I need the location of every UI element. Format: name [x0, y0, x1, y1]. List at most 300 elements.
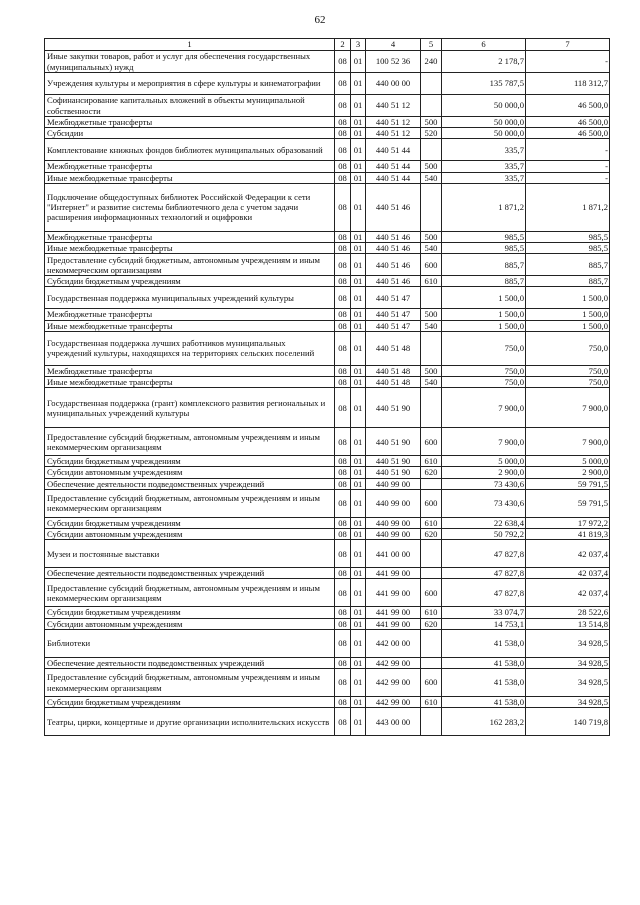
amount-year2-cell: - — [526, 172, 610, 183]
amount-year2-cell: 34 928,5 — [526, 669, 610, 697]
row-name-cell: Субсидии — [45, 128, 335, 139]
target-article-cell: 440 51 12 — [366, 117, 421, 128]
subsection-code-cell: 01 — [351, 287, 366, 309]
section-code-cell: 08 — [335, 172, 351, 183]
table-row — [45, 117, 610, 128]
amount-year2-cell: 34 928,5 — [526, 697, 610, 708]
amount-year2-cell: 46 500,0 — [526, 117, 610, 128]
row-name-cell: Государственная поддержка муниципальных учреждений культуры — [45, 287, 335, 309]
section-code-cell: 08 — [335, 139, 351, 161]
table-row — [45, 128, 610, 139]
expense-type-cell: 600 — [421, 254, 442, 276]
section-code-cell: 08 — [335, 489, 351, 517]
target-article-cell: 440 99 00 — [366, 478, 421, 489]
row-name-cell: Субсидии бюджетным учреждениям — [45, 607, 335, 618]
subsection-code-cell: 01 — [351, 428, 366, 456]
amount-year1-cell: 47 827,8 — [442, 579, 526, 607]
target-article-cell: 440 51 90 — [366, 456, 421, 467]
target-article-cell: 440 51 47 — [366, 320, 421, 331]
table-row — [45, 161, 610, 172]
row-name-cell: Государственная поддержка лучших работников муниципальных учреждений культуры, находящихся на территориях сельских поселений — [45, 331, 335, 365]
amount-year2-cell: 13 514,8 — [526, 618, 610, 629]
expense-type-cell — [421, 139, 442, 161]
target-article-cell: 440 51 46 — [366, 254, 421, 276]
subsection-code-cell: 01 — [351, 183, 366, 231]
amount-year2-cell: 42 037,4 — [526, 579, 610, 607]
target-article-cell: 100 52 36 — [366, 51, 421, 73]
subsection-code-cell: 01 — [351, 708, 366, 736]
target-article-cell: 440 51 90 — [366, 467, 421, 478]
amount-year1-cell: 985,5 — [442, 243, 526, 254]
target-article-cell: 441 99 00 — [366, 618, 421, 629]
amount-year1-cell: 73 430,6 — [442, 489, 526, 517]
table-row — [45, 568, 610, 579]
target-article-cell: 440 51 44 — [366, 161, 421, 172]
section-code-cell: 08 — [335, 529, 351, 540]
amount-year1-cell: 41 538,0 — [442, 669, 526, 697]
amount-year2-cell: 885,7 — [526, 276, 610, 287]
row-name-cell: Межбюджетные трансферты — [45, 117, 335, 128]
row-name-cell: Иные межбюджетные трансферты — [45, 172, 335, 183]
table-row — [45, 183, 610, 231]
amount-year2-cell: 7 900,0 — [526, 428, 610, 456]
row-name-cell: Софинансирование капитальных вложений в объекты муниципальной собственности — [45, 95, 335, 117]
header-cell: 5 — [421, 39, 442, 51]
row-name-cell: Подключение общедоступных библиотек Российской Федерации к сети "Интернет" и развитие системы библиотечного дела с учетом задачи расширения информационных технологий и оцифровки — [45, 183, 335, 231]
target-article-cell: 440 51 46 — [366, 183, 421, 231]
row-name-cell: Музеи и постоянные выставки — [45, 540, 335, 568]
subsection-code-cell: 01 — [351, 320, 366, 331]
expense-type-cell — [421, 95, 442, 117]
amount-year1-cell: 47 827,8 — [442, 568, 526, 579]
subsection-code-cell: 01 — [351, 489, 366, 517]
expense-type-cell: 600 — [421, 579, 442, 607]
table-row — [45, 697, 610, 708]
amount-year1-cell: 750,0 — [442, 377, 526, 388]
amount-year1-cell: 750,0 — [442, 365, 526, 376]
expense-type-cell: 620 — [421, 467, 442, 478]
row-name-cell: Межбюджетные трансферты — [45, 161, 335, 172]
row-name-cell: Субсидии автономным учреждениям — [45, 529, 335, 540]
expense-type-cell: 540 — [421, 243, 442, 254]
table-row — [45, 517, 610, 528]
expense-type-cell: 540 — [421, 172, 442, 183]
expense-type-cell — [421, 388, 442, 428]
amount-year1-cell: 41 538,0 — [442, 657, 526, 668]
table-row — [45, 618, 610, 629]
table-row — [45, 73, 610, 95]
subsection-code-cell: 01 — [351, 161, 366, 172]
row-name-cell: Межбюджетные трансферты — [45, 309, 335, 320]
amount-year2-cell: 750,0 — [526, 365, 610, 376]
amount-year2-cell: 46 500,0 — [526, 128, 610, 139]
table-row — [45, 95, 610, 117]
expense-type-cell — [421, 629, 442, 657]
subsection-code-cell: 01 — [351, 243, 366, 254]
table-row — [45, 579, 610, 607]
target-article-cell: 442 00 00 — [366, 629, 421, 657]
table-row — [45, 243, 610, 254]
amount-year1-cell: 2 178,7 — [442, 51, 526, 73]
amount-year2-cell: - — [526, 139, 610, 161]
table-row — [45, 540, 610, 568]
amount-year2-cell: 34 928,5 — [526, 657, 610, 668]
row-name-cell: Иные межбюджетные трансферты — [45, 243, 335, 254]
amount-year2-cell: 59 791,5 — [526, 489, 610, 517]
expense-type-cell: 500 — [421, 365, 442, 376]
row-name-cell: Субсидии бюджетным учреждениям — [45, 517, 335, 528]
amount-year2-cell: 34 928,5 — [526, 629, 610, 657]
expense-type-cell: 620 — [421, 529, 442, 540]
section-code-cell: 08 — [335, 579, 351, 607]
amount-year1-cell: 335,7 — [442, 139, 526, 161]
subsection-code-cell: 01 — [351, 309, 366, 320]
section-code-cell: 08 — [335, 517, 351, 528]
amount-year1-cell: 5 000,0 — [442, 456, 526, 467]
section-code-cell: 08 — [335, 467, 351, 478]
amount-year1-cell: 1 500,0 — [442, 287, 526, 309]
subsection-code-cell: 01 — [351, 365, 366, 376]
target-article-cell: 442 99 00 — [366, 669, 421, 697]
section-code-cell: 08 — [335, 629, 351, 657]
amount-year1-cell: 73 430,6 — [442, 478, 526, 489]
amount-year1-cell: 1 871,2 — [442, 183, 526, 231]
header-cell: 3 — [351, 39, 366, 51]
target-article-cell: 440 00 00 — [366, 73, 421, 95]
target-article-cell: 440 99 00 — [366, 529, 421, 540]
section-code-cell: 08 — [335, 428, 351, 456]
subsection-code-cell: 01 — [351, 377, 366, 388]
section-code-cell: 08 — [335, 478, 351, 489]
subsection-code-cell: 01 — [351, 579, 366, 607]
subsection-code-cell: 01 — [351, 331, 366, 365]
section-code-cell: 08 — [335, 73, 351, 95]
table-row — [45, 478, 610, 489]
subsection-code-cell: 01 — [351, 231, 366, 242]
row-name-cell: Межбюджетные трансферты — [45, 365, 335, 376]
section-code-cell: 08 — [335, 657, 351, 668]
row-name-cell: Библиотеки — [45, 629, 335, 657]
amount-year1-cell: 1 500,0 — [442, 320, 526, 331]
target-article-cell: 440 99 00 — [366, 517, 421, 528]
target-article-cell: 440 51 46 — [366, 243, 421, 254]
header-cell: 1 — [45, 39, 335, 51]
table-row — [45, 657, 610, 668]
section-code-cell: 08 — [335, 183, 351, 231]
subsection-code-cell: 01 — [351, 172, 366, 183]
section-code-cell: 08 — [335, 128, 351, 139]
target-article-cell: 442 99 00 — [366, 697, 421, 708]
table-row — [45, 428, 610, 456]
amount-year2-cell: 41 819,3 — [526, 529, 610, 540]
amount-year2-cell: - — [526, 51, 610, 73]
expense-type-cell: 610 — [421, 517, 442, 528]
amount-year1-cell: 47 827,8 — [442, 540, 526, 568]
amount-year1-cell: 750,0 — [442, 331, 526, 365]
row-name-cell: Субсидии бюджетным учреждениям — [45, 456, 335, 467]
subsection-code-cell: 01 — [351, 629, 366, 657]
amount-year1-cell: 135 787,5 — [442, 73, 526, 95]
section-code-cell: 08 — [335, 161, 351, 172]
target-article-cell: 440 51 46 — [366, 231, 421, 242]
amount-year2-cell: 7 900,0 — [526, 388, 610, 428]
amount-year1-cell: 885,7 — [442, 254, 526, 276]
section-code-cell: 08 — [335, 540, 351, 568]
amount-year2-cell: 140 719,8 — [526, 708, 610, 736]
expense-type-cell: 240 — [421, 51, 442, 73]
subsection-code-cell: 01 — [351, 657, 366, 668]
subsection-code-cell: 01 — [351, 607, 366, 618]
table-row — [45, 456, 610, 467]
target-article-cell: 440 51 12 — [366, 95, 421, 117]
section-code-cell: 08 — [335, 254, 351, 276]
amount-year2-cell: 750,0 — [526, 331, 610, 365]
row-name-cell: Предоставление субсидий бюджетным, автономным учреждениям и иным некоммерческим организациям — [45, 669, 335, 697]
section-code-cell: 08 — [335, 320, 351, 331]
amount-year1-cell: 7 900,0 — [442, 428, 526, 456]
subsection-code-cell: 01 — [351, 139, 366, 161]
row-name-cell: Межбюджетные трансферты — [45, 231, 335, 242]
amount-year2-cell: 885,7 — [526, 254, 610, 276]
row-name-cell: Иные межбюджетные трансферты — [45, 320, 335, 331]
amount-year1-cell: 41 538,0 — [442, 697, 526, 708]
section-code-cell: 08 — [335, 697, 351, 708]
page-number: 62 — [314, 14, 326, 26]
target-article-cell: 440 51 47 — [366, 309, 421, 320]
amount-year2-cell: 1 500,0 — [526, 309, 610, 320]
section-code-cell: 08 — [335, 607, 351, 618]
row-name-cell: Иные закупки товаров, работ и услуг для обеспечения государственных (муниципальных) нужд — [45, 51, 335, 73]
amount-year2-cell: 985,5 — [526, 231, 610, 242]
subsection-code-cell: 01 — [351, 517, 366, 528]
amount-year2-cell: 28 522,6 — [526, 607, 610, 618]
section-code-cell: 08 — [335, 365, 351, 376]
target-article-cell: 440 51 47 — [366, 287, 421, 309]
amount-year2-cell: 2 900,0 — [526, 467, 610, 478]
header-row — [45, 39, 610, 51]
expense-type-cell: 500 — [421, 117, 442, 128]
table-row — [45, 231, 610, 242]
expense-type-cell — [421, 568, 442, 579]
table-row — [45, 51, 610, 73]
target-article-cell: 440 51 44 — [366, 172, 421, 183]
table-row — [45, 276, 610, 287]
target-article-cell: 440 99 00 — [366, 489, 421, 517]
target-article-cell: 440 51 48 — [366, 365, 421, 376]
subsection-code-cell: 01 — [351, 529, 366, 540]
subsection-code-cell: 01 — [351, 540, 366, 568]
subsection-code-cell: 01 — [351, 254, 366, 276]
expense-type-cell: 500 — [421, 161, 442, 172]
expense-type-cell — [421, 183, 442, 231]
row-name-cell: Предоставление субсидий бюджетным, автономным учреждениям и иным некоммерческим организациям — [45, 254, 335, 276]
expense-type-cell: 540 — [421, 320, 442, 331]
header-cell: 6 — [442, 39, 526, 51]
row-name-cell: Государственная поддержка (грант) комплексного развития региональных и муниципальных учреждений культуры — [45, 388, 335, 428]
expense-type-cell: 520 — [421, 128, 442, 139]
table-row — [45, 365, 610, 376]
section-code-cell: 08 — [335, 287, 351, 309]
target-article-cell: 440 51 90 — [366, 428, 421, 456]
amount-year1-cell: 335,7 — [442, 172, 526, 183]
row-name-cell: Иные межбюджетные трансферты — [45, 377, 335, 388]
expense-type-cell: 600 — [421, 489, 442, 517]
expense-type-cell: 540 — [421, 377, 442, 388]
amount-year2-cell: 46 500,0 — [526, 95, 610, 117]
table-row — [45, 320, 610, 331]
target-article-cell: 442 99 00 — [366, 657, 421, 668]
row-name-cell: Предоставление субсидий бюджетным, автономным учреждениям и иным некоммерческим организациям — [45, 428, 335, 456]
table-row — [45, 629, 610, 657]
amount-year2-cell: 17 972,2 — [526, 517, 610, 528]
table-row — [45, 467, 610, 478]
target-article-cell: 441 99 00 — [366, 579, 421, 607]
row-name-cell: Обеспечение деятельности подведомственных учреждений — [45, 478, 335, 489]
section-code-cell: 08 — [335, 331, 351, 365]
subsection-code-cell: 01 — [351, 568, 366, 579]
amount-year1-cell: 885,7 — [442, 276, 526, 287]
table-row — [45, 388, 610, 428]
amount-year1-cell: 335,7 — [442, 161, 526, 172]
amount-year1-cell: 50 792,2 — [442, 529, 526, 540]
expense-type-cell — [421, 540, 442, 568]
section-code-cell: 08 — [335, 309, 351, 320]
target-article-cell: 440 51 12 — [366, 128, 421, 139]
expense-type-cell — [421, 478, 442, 489]
expense-type-cell: 610 — [421, 276, 442, 287]
target-article-cell: 443 00 00 — [366, 708, 421, 736]
expense-type-cell — [421, 657, 442, 668]
section-code-cell: 08 — [335, 95, 351, 117]
row-name-cell: Субсидии автономным учреждениям — [45, 618, 335, 629]
amount-year2-cell: 1 500,0 — [526, 320, 610, 331]
header-cell: 7 — [526, 39, 610, 51]
section-code-cell: 08 — [335, 618, 351, 629]
target-article-cell: 440 51 48 — [366, 377, 421, 388]
amount-year2-cell: 750,0 — [526, 377, 610, 388]
table-row — [45, 669, 610, 697]
expense-type-cell: 610 — [421, 697, 442, 708]
target-article-cell: 440 51 48 — [366, 331, 421, 365]
target-article-cell: 441 99 00 — [366, 607, 421, 618]
target-article-cell: 441 99 00 — [366, 568, 421, 579]
amount-year1-cell: 50 000,0 — [442, 128, 526, 139]
target-article-cell: 440 51 90 — [366, 388, 421, 428]
amount-year1-cell: 41 538,0 — [442, 629, 526, 657]
amount-year2-cell: 1 500,0 — [526, 287, 610, 309]
expense-type-cell — [421, 73, 442, 95]
amount-year1-cell: 1 500,0 — [442, 309, 526, 320]
expense-type-cell: 500 — [421, 309, 442, 320]
table-row — [45, 139, 610, 161]
amount-year1-cell: 162 283,2 — [442, 708, 526, 736]
expense-type-cell: 620 — [421, 618, 442, 629]
section-code-cell: 08 — [335, 708, 351, 736]
section-code-cell: 08 — [335, 243, 351, 254]
amount-year1-cell: 7 900,0 — [442, 388, 526, 428]
amount-year1-cell: 2 900,0 — [442, 467, 526, 478]
amount-year2-cell: - — [526, 161, 610, 172]
header-cell: 2 — [335, 39, 351, 51]
expense-type-cell: 610 — [421, 456, 442, 467]
subsection-code-cell: 01 — [351, 456, 366, 467]
row-name-cell: Обеспечение деятельности подведомственных учреждений — [45, 657, 335, 668]
row-name-cell: Предоставление субсидий бюджетным, автономным учреждениям и иным некоммерческим организациям — [45, 579, 335, 607]
expense-type-cell — [421, 287, 442, 309]
subsection-code-cell: 01 — [351, 95, 366, 117]
section-code-cell: 08 — [335, 456, 351, 467]
amount-year2-cell: 1 871,2 — [526, 183, 610, 231]
row-name-cell: Предоставление субсидий бюджетным, автономным учреждениям и иным некоммерческим организациям — [45, 489, 335, 517]
section-code-cell: 08 — [335, 568, 351, 579]
expense-type-cell: 600 — [421, 428, 442, 456]
subsection-code-cell: 01 — [351, 618, 366, 629]
table-row — [45, 708, 610, 736]
table-row — [45, 377, 610, 388]
row-name-cell: Учреждения культуры и мероприятия в сфере культуры и кинематографии — [45, 73, 335, 95]
amount-year2-cell: 985,5 — [526, 243, 610, 254]
section-code-cell: 08 — [335, 669, 351, 697]
row-name-cell: Субсидии бюджетным учреждениям — [45, 276, 335, 287]
expense-type-cell — [421, 331, 442, 365]
table-row — [45, 607, 610, 618]
row-name-cell: Театры, цирки, концертные и другие организации исполнительских искусств — [45, 708, 335, 736]
row-name-cell: Субсидии бюджетным учреждениям — [45, 697, 335, 708]
amount-year2-cell: 118 312,7 — [526, 73, 610, 95]
section-code-cell: 08 — [335, 276, 351, 287]
target-article-cell: 440 51 44 — [366, 139, 421, 161]
budget-table — [44, 38, 610, 736]
subsection-code-cell: 01 — [351, 467, 366, 478]
row-name-cell: Субсидии автономным учреждениям — [45, 467, 335, 478]
table-row — [45, 489, 610, 517]
amount-year2-cell: 59 791,5 — [526, 478, 610, 489]
subsection-code-cell: 01 — [351, 276, 366, 287]
expense-type-cell: 600 — [421, 669, 442, 697]
subsection-code-cell: 01 — [351, 478, 366, 489]
expense-type-cell — [421, 708, 442, 736]
target-article-cell: 441 00 00 — [366, 540, 421, 568]
amount-year1-cell: 50 000,0 — [442, 95, 526, 117]
amount-year2-cell: 42 037,4 — [526, 568, 610, 579]
expense-type-cell: 500 — [421, 231, 442, 242]
row-name-cell: Комплектование книжных фондов библиотек муниципальных образований — [45, 139, 335, 161]
amount-year2-cell: 42 037,4 — [526, 540, 610, 568]
subsection-code-cell: 01 — [351, 128, 366, 139]
expense-type-cell: 610 — [421, 607, 442, 618]
section-code-cell: 08 — [335, 51, 351, 73]
section-code-cell: 08 — [335, 231, 351, 242]
table-row — [45, 309, 610, 320]
table-row — [45, 254, 610, 276]
amount-year1-cell: 22 638,4 — [442, 517, 526, 528]
amount-year1-cell: 985,5 — [442, 231, 526, 242]
table-row — [45, 287, 610, 309]
amount-year2-cell: 5 000,0 — [526, 456, 610, 467]
section-code-cell: 08 — [335, 388, 351, 428]
amount-year1-cell: 14 753,1 — [442, 618, 526, 629]
target-article-cell: 440 51 46 — [366, 276, 421, 287]
subsection-code-cell: 01 — [351, 388, 366, 428]
subsection-code-cell: 01 — [351, 51, 366, 73]
table-row — [45, 529, 610, 540]
header-cell: 4 — [366, 39, 421, 51]
subsection-code-cell: 01 — [351, 73, 366, 95]
section-code-cell: 08 — [335, 377, 351, 388]
amount-year1-cell: 33 074,7 — [442, 607, 526, 618]
subsection-code-cell: 01 — [351, 697, 366, 708]
table-row — [45, 331, 610, 365]
